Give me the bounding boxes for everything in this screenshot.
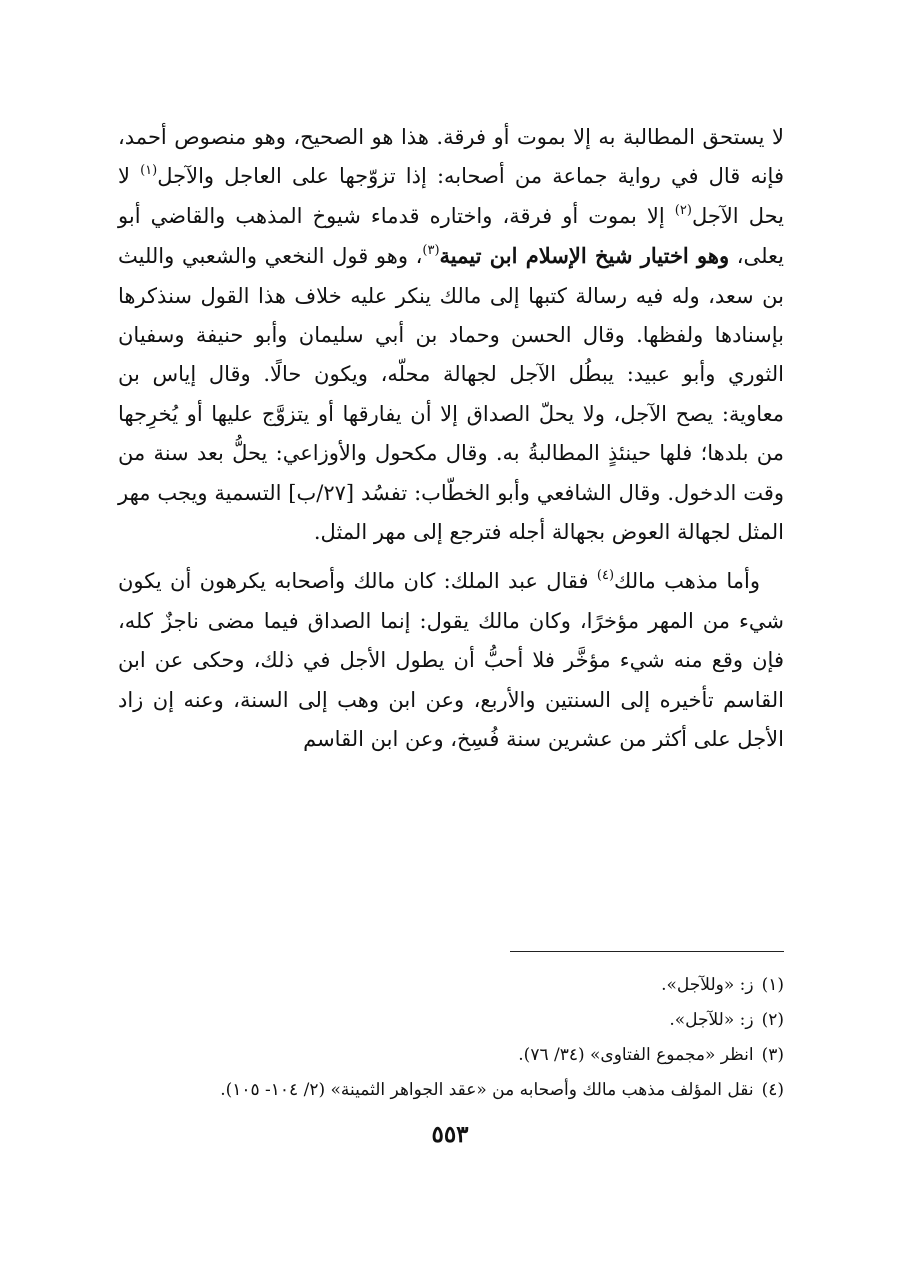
paragraph-1 (118, 118, 784, 552)
footnote-ref-2[interactable]: (٢) (674, 202, 692, 218)
footnote-ref-1[interactable]: (١) (140, 163, 158, 179)
paragraph-2-text-b: فقال عبد الملك: كان مالك وأصحابه يكرهون أن يكون شيء من المهر مؤخرًا، وكان مالك يقول: إنما الصداق فيما مضى ناجزٌ كله، فإن وقع منه شيء مؤخَّر فلا أحبُّ أن يطول الأجل في ذلك، وحكى عن ابن القاسم تأخيره إلى السنتين والأربع، وعن ابن وهب إلى السنة، وعنه إن زاد الأجل على أكثر من عشرين سنة فُسِخ، وعن ابن القاسم (118, 569, 784, 752)
paragraph-1-text-c: إلا بموت أو فرقة، واختاره قدماء شيوخ المذهب والقاضي أبو يعلى، (118, 203, 784, 269)
footnote-number: (٢) (761, 1010, 784, 1030)
paragraph-1-text-d: ، وهو قول النخعي والشعبي والليث بن سعد، وله فيه رسالة كتبها إلى مالك ينكر عليه خلاف هذا القول سنذكرها بإسنادها ولفظها. وقال الحسن وحماد بن أبي سليمان وأبو حنيفة وسفيان الثوري وأبو عبيد: يبطُل الآجل لجهالة محلّه، ويكون حالًا. وقال إياس بن معاوية: يصح الآجل، ولا يحلّ الصداق إلا أن يفارقها أو يتزوَّج عليها أو يُخرِجها من بلدها؛ فلها حينئذٍ المطالبةُ به. وقال مكحول والأوزاعي: يحلُّ بعد سنة من وقت الدخول. وقال الشافعي وأبو الخطّاب: تفسُد [٢٧/ب] التسمية ويجب مهر المثل لجهالة العوض بجهالة أجله فترجع إلى مهر المثل. (118, 244, 785, 545)
paragraph-2-text-a: وأما مذهب مالك (614, 569, 761, 594)
paragraph-1-text-a: لا يستحق المطالبة به إلا بموت أو فرقة. هذا هو الصحيح، وهو منصوص أحمد، فإنه قال في رواية جماعة من أصحابه: إذا تزوّجها على العاجل والآجل (118, 125, 784, 189)
footnote-number: (١) (761, 975, 784, 995)
footnote-item (118, 1038, 784, 1073)
footnote-text: انظر «مجموع الفتاوى» (٣٤/ ٧٦). (518, 1045, 754, 1065)
footnote-text: ز: «للآجل». (669, 1010, 754, 1030)
paragraph-1-text-b: لا يحل الآجل (118, 164, 784, 228)
footnote-divider (510, 951, 784, 952)
footnotes (118, 968, 784, 1108)
page-number: ٥٥٣ (431, 1121, 469, 1148)
footnote-number: (٤) (761, 1080, 784, 1100)
footnote-number: (٣) (761, 1045, 784, 1065)
footnote-ref-4[interactable]: (٤) (596, 568, 615, 584)
paragraph-2 (118, 562, 784, 759)
footnote-item (118, 968, 784, 1003)
main-text (118, 118, 784, 760)
footnote-text: نقل المؤلف مذهب مالك وأصحابه من «عقد الجواهر الثمينة» (٢/ ١٠٤- ١٠٥). (220, 1080, 754, 1100)
footnote-text: ز: «وللآجل». (661, 975, 754, 995)
footnote-item (118, 1003, 784, 1038)
footnote-ref-3[interactable]: (٣) (422, 243, 440, 259)
bold-phrase: وهو اختيار شيخ الإسلام ابن تيمية (439, 243, 730, 269)
footnote-item (118, 1073, 784, 1108)
